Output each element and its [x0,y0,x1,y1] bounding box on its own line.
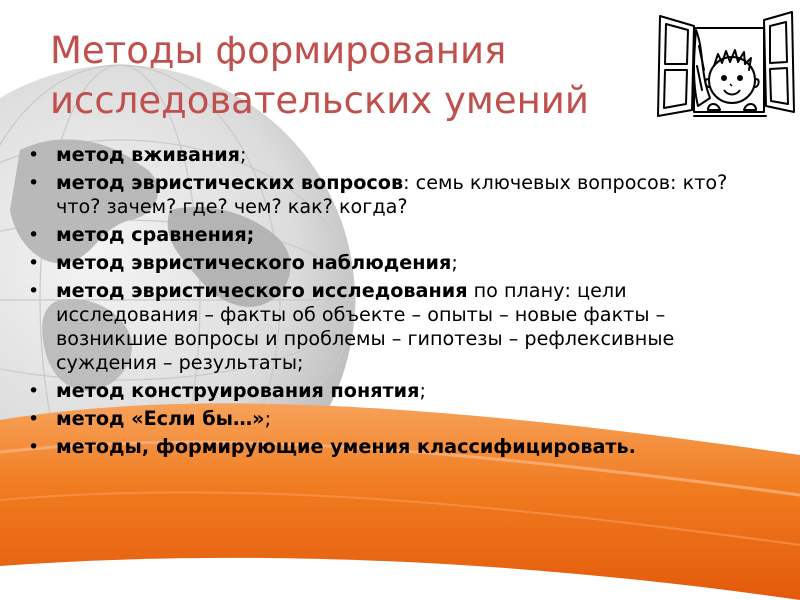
list-item [26,435,766,459]
method-description: ; [451,251,458,274]
method-name: метод эвристического исследования [56,279,468,302]
method-description: ; [264,407,272,430]
title-line: Методы формирования [50,29,507,72]
method-name: методы, формирующие умения классифицировать. [56,435,636,458]
methods-list [26,143,766,463]
method-description: ; [419,379,426,402]
list-item [26,379,766,403]
list-item [26,251,766,275]
method-name: метод вживания [56,143,240,166]
slide-title [50,26,589,126]
method-description: : семь ключевых вопросов: кто? что? зачем? где? чем? как? когда? [56,171,728,218]
method-name: метод сравнения; [56,223,255,246]
list-item [26,171,766,219]
method-description: по плану: цели исследования – факты об объекте – опыты – новые факты – возникшие вопросы и проблемы – гипотезы – рефлексивные суждения – результаты; [56,279,675,374]
list-item [26,407,766,431]
list-item [26,143,766,167]
method-name: метод эвристических вопросов [56,171,404,194]
method-name: метод конструирования понятия [56,379,420,402]
method-description: ; [239,143,247,166]
method-name: метод «Если бы…» [56,407,265,430]
list-item [26,279,766,375]
title-line: исследовательских умений [50,79,589,122]
boy-in-window-icon [652,6,800,124]
list-item [26,223,766,247]
method-name: метод эвристического наблюдения [56,251,452,274]
